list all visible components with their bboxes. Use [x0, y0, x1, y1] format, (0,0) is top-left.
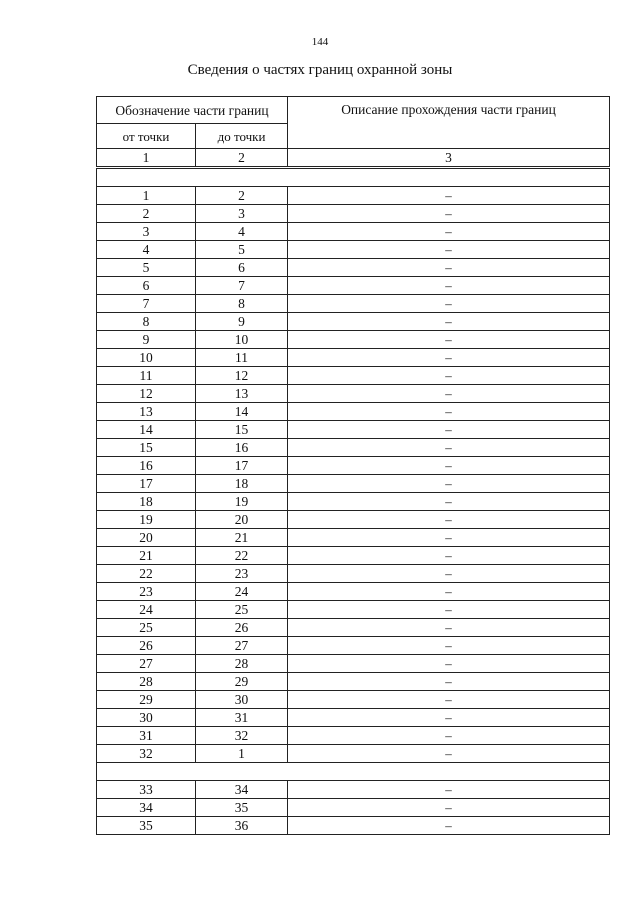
cell-description: – — [288, 241, 610, 259]
cell-from-point: 23 — [97, 583, 196, 601]
cell-to-point: 21 — [196, 529, 288, 547]
table-row — [97, 817, 610, 835]
column-number: 3 — [288, 149, 610, 168]
cell-description: – — [288, 709, 610, 727]
cell-to-point: 26 — [196, 619, 288, 637]
cell-from-point: 27 — [97, 655, 196, 673]
table-row — [97, 457, 610, 475]
table-row — [97, 691, 610, 709]
cell-description: – — [288, 457, 610, 475]
cell-to-point: 1 — [196, 745, 288, 763]
section-separator-row — [97, 763, 610, 781]
cell-from-point: 5 — [97, 259, 196, 277]
cell-from-point: 18 — [97, 493, 196, 511]
cell-from-point: 10 — [97, 349, 196, 367]
cell-to-point: 23 — [196, 565, 288, 583]
cell-description: – — [288, 781, 610, 799]
table-row — [97, 475, 610, 493]
table-row — [97, 709, 610, 727]
cell-description: – — [288, 565, 610, 583]
table-row — [97, 295, 610, 313]
cell-from-point: 19 — [97, 511, 196, 529]
table-row — [97, 439, 610, 457]
header-to-point: до точки — [196, 124, 288, 149]
table-row — [97, 241, 610, 259]
header-from-point: от точки — [97, 124, 196, 149]
cell-to-point: 19 — [196, 493, 288, 511]
cell-from-point: 13 — [97, 403, 196, 421]
cell-from-point: 26 — [97, 637, 196, 655]
cell-description: – — [288, 223, 610, 241]
table-row — [97, 349, 610, 367]
cell-description: – — [288, 331, 610, 349]
cell-description: – — [288, 655, 610, 673]
cell-from-point: 2 — [97, 205, 196, 223]
cell-from-point: 15 — [97, 439, 196, 457]
cell-description: – — [288, 583, 610, 601]
cell-to-point: 7 — [196, 277, 288, 295]
cell-to-point: 2 — [196, 187, 288, 205]
table-row — [97, 313, 610, 331]
table-row — [97, 259, 610, 277]
table-row — [97, 745, 610, 763]
cell-to-point: 3 — [196, 205, 288, 223]
cell-from-point: 35 — [97, 817, 196, 835]
cell-from-point: 29 — [97, 691, 196, 709]
table-header — [97, 97, 610, 168]
cell-from-point: 9 — [97, 331, 196, 349]
cell-from-point: 34 — [97, 799, 196, 817]
cell-from-point: 11 — [97, 367, 196, 385]
cell-to-point: 6 — [196, 259, 288, 277]
cell-from-point: 30 — [97, 709, 196, 727]
cell-to-point: 13 — [196, 385, 288, 403]
table-row — [97, 547, 610, 565]
cell-from-point: 7 — [97, 295, 196, 313]
cell-to-point: 9 — [196, 313, 288, 331]
cell-to-point: 15 — [196, 421, 288, 439]
table-row — [97, 799, 610, 817]
cell-description: – — [288, 295, 610, 313]
cell-to-point: 8 — [196, 295, 288, 313]
table-row — [97, 223, 610, 241]
cell-from-point: 22 — [97, 565, 196, 583]
table-row — [97, 493, 610, 511]
cell-to-point: 20 — [196, 511, 288, 529]
cell-from-point: 21 — [97, 547, 196, 565]
cell-to-point: 25 — [196, 601, 288, 619]
table-row — [97, 673, 610, 691]
cell-description: – — [288, 511, 610, 529]
cell-description: – — [288, 547, 610, 565]
cell-from-point: 4 — [97, 241, 196, 259]
cell-description: – — [288, 475, 610, 493]
cell-description: – — [288, 727, 610, 745]
table-row — [97, 727, 610, 745]
cell-description: – — [288, 745, 610, 763]
cell-to-point: 16 — [196, 439, 288, 457]
cell-description: – — [288, 817, 610, 835]
cell-from-point: 8 — [97, 313, 196, 331]
cell-from-point: 3 — [97, 223, 196, 241]
cell-to-point: 17 — [196, 457, 288, 475]
cell-to-point: 34 — [196, 781, 288, 799]
cell-description: – — [288, 205, 610, 223]
cell-description: – — [288, 493, 610, 511]
cell-description: – — [288, 313, 610, 331]
document-title: Сведения о частях границ охранной зоны — [187, 62, 453, 78]
table-row — [97, 403, 610, 421]
cell-to-point: 12 — [196, 367, 288, 385]
cell-description: – — [288, 673, 610, 691]
cell-from-point: 33 — [97, 781, 196, 799]
table-row — [97, 781, 610, 799]
cell-description: – — [288, 367, 610, 385]
cell-description: – — [288, 385, 610, 403]
table-row — [97, 637, 610, 655]
cell-from-point: 28 — [97, 673, 196, 691]
header-description: Описание прохождения части границ — [288, 97, 610, 149]
cell-description: – — [288, 349, 610, 367]
table-row — [97, 277, 610, 295]
section-separator-row — [97, 168, 610, 187]
page-number: 144 — [311, 36, 329, 48]
table-row — [97, 421, 610, 439]
column-number: 1 — [97, 149, 196, 168]
table-row — [97, 583, 610, 601]
cell-to-point: 5 — [196, 241, 288, 259]
table-body — [97, 168, 610, 835]
boundary-parts-table — [96, 96, 610, 835]
cell-description: – — [288, 439, 610, 457]
section-separator-cell — [97, 763, 610, 781]
table-row — [97, 601, 610, 619]
cell-to-point: 27 — [196, 637, 288, 655]
cell-description: – — [288, 799, 610, 817]
cell-description: – — [288, 691, 610, 709]
cell-from-point: 6 — [97, 277, 196, 295]
table-row — [97, 367, 610, 385]
cell-to-point: 30 — [196, 691, 288, 709]
cell-to-point: 22 — [196, 547, 288, 565]
table-row — [97, 619, 610, 637]
cell-from-point: 12 — [97, 385, 196, 403]
cell-description: – — [288, 619, 610, 637]
table-row — [97, 187, 610, 205]
cell-from-point: 31 — [97, 727, 196, 745]
cell-to-point: 29 — [196, 673, 288, 691]
cell-to-point: 4 — [196, 223, 288, 241]
header-group-label: Обозначение части границ — [97, 97, 288, 124]
section-separator-cell — [97, 168, 610, 187]
cell-to-point: 10 — [196, 331, 288, 349]
cell-description: – — [288, 601, 610, 619]
cell-to-point: 32 — [196, 727, 288, 745]
column-number: 2 — [196, 149, 288, 168]
cell-description: – — [288, 187, 610, 205]
column-number-row — [97, 149, 610, 168]
cell-from-point: 14 — [97, 421, 196, 439]
cell-to-point: 11 — [196, 349, 288, 367]
cell-description: – — [288, 421, 610, 439]
table-row — [97, 565, 610, 583]
cell-from-point: 16 — [97, 457, 196, 475]
table-row — [97, 529, 610, 547]
cell-from-point: 20 — [97, 529, 196, 547]
table-row — [97, 385, 610, 403]
cell-to-point: 14 — [196, 403, 288, 421]
cell-from-point: 1 — [97, 187, 196, 205]
cell-description: – — [288, 403, 610, 421]
cell-from-point: 24 — [97, 601, 196, 619]
cell-to-point: 28 — [196, 655, 288, 673]
cell-from-point: 17 — [97, 475, 196, 493]
cell-description: – — [288, 259, 610, 277]
table-row — [97, 331, 610, 349]
cell-description: – — [288, 637, 610, 655]
cell-description: – — [288, 277, 610, 295]
table-row — [97, 655, 610, 673]
table-row — [97, 511, 610, 529]
cell-from-point: 32 — [97, 745, 196, 763]
cell-from-point: 25 — [97, 619, 196, 637]
header-row-group — [97, 97, 610, 124]
cell-to-point: 18 — [196, 475, 288, 493]
cell-to-point: 31 — [196, 709, 288, 727]
cell-to-point: 24 — [196, 583, 288, 601]
cell-description: – — [288, 529, 610, 547]
table-row — [97, 205, 610, 223]
cell-to-point: 36 — [196, 817, 288, 835]
cell-to-point: 35 — [196, 799, 288, 817]
